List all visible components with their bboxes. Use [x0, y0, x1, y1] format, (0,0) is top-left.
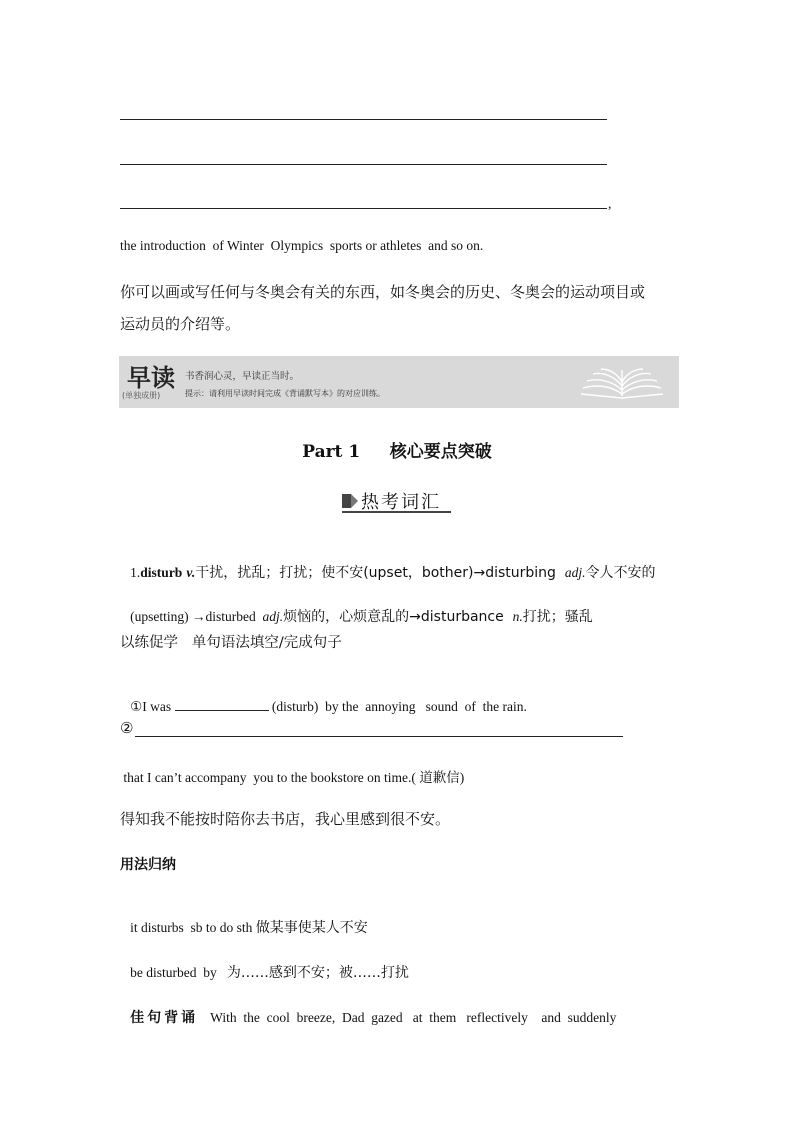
banner-tagline: 书香润心灵，早读正当时。	[185, 371, 300, 382]
question-2-translation: 得知我不能按时陪你去书店，我心里感到很不安。	[120, 810, 451, 828]
question-1-suffix: (disturb) by the annoying sound of the rain.	[268, 699, 527, 714]
entry-definition-3: (upsetting) →disturbed	[130, 609, 263, 624]
entry-definition-2: 令人不安的	[585, 565, 656, 581]
answer-line-3	[120, 208, 607, 209]
early-reading-banner	[119, 356, 679, 408]
banner-note: (单独成册)	[122, 391, 161, 400]
entry-pos-verb: v.	[186, 565, 196, 580]
question-2-blank-line[interactable]	[135, 736, 623, 737]
usage-heading: 用法归纳	[120, 857, 176, 873]
entry-definition-1: 干扰，扰乱；打扰；使不安(upset，bother)→disturbing	[195, 565, 565, 581]
good-sentence	[120, 988, 616, 1027]
question-2-marker: ②	[120, 719, 134, 737]
usage-item-1-en: it disturbs sb to do sth	[130, 920, 256, 935]
english-intro-line: the introduction of Winter Olympics sports or athletes and so on.	[120, 238, 484, 253]
entry-pos-adj-2: adj.	[262, 609, 284, 624]
entry-headword: disturb	[140, 565, 183, 580]
usage-item-2-zh: 为……感到不安；被……打扰	[226, 965, 409, 981]
section-heading	[342, 489, 451, 513]
entry-number: 1.	[130, 565, 141, 580]
entry-line-2	[120, 587, 593, 626]
entry-line-1	[120, 543, 655, 582]
answer-line-1	[120, 119, 607, 120]
entry-pos-noun: n.	[512, 609, 523, 624]
answer-line-2	[120, 164, 607, 165]
banner-hint: 提示：请利用早读时间完成《背诵默写本》的对应训练。	[185, 389, 385, 398]
good-sentence-text: With the cool breeze, Dad gazed at them reflectively and suddenly	[210, 1010, 617, 1025]
usage-item-1-zh: 做某事使某人不安	[255, 920, 368, 936]
answer-line-comma: ,	[608, 196, 612, 211]
part-heading: Part 1 核心要点突破	[302, 442, 492, 462]
usage-item-2-en: be disturbed by	[130, 965, 227, 980]
question-1-prefix: ①I was	[130, 699, 175, 714]
question-2-continuation: that I can’t accompany you to the bookstore on time.( 道歉信)	[120, 770, 465, 785]
chinese-intro-line-1: 你可以画或写任何与冬奥会有关的东西，如冬奥会的历史、冬奥会的运动项目或	[120, 283, 646, 301]
entry-definition-4: 烦恼的，心烦意乱的→disturbance	[283, 609, 513, 625]
entry-pos-adj-1: adj.	[564, 565, 586, 580]
section-marker-icon	[342, 494, 358, 508]
usage-item-2	[120, 943, 409, 982]
practice-heading: 以练促学 单句语法填空/完成句子	[120, 635, 342, 651]
question-1-blank[interactable]	[175, 696, 269, 711]
banner-title: 早读	[127, 363, 175, 392]
question-1	[120, 677, 527, 715]
entry-definition-5: 打扰；骚乱	[522, 609, 593, 625]
usage-item-1	[120, 898, 368, 937]
section-heading-label: 热考词汇	[361, 492, 441, 513]
open-book-icon	[579, 364, 665, 400]
chinese-intro-line-2: 运动员的介绍等。	[120, 315, 241, 333]
good-sentence-label: 佳句背诵	[130, 1010, 199, 1026]
